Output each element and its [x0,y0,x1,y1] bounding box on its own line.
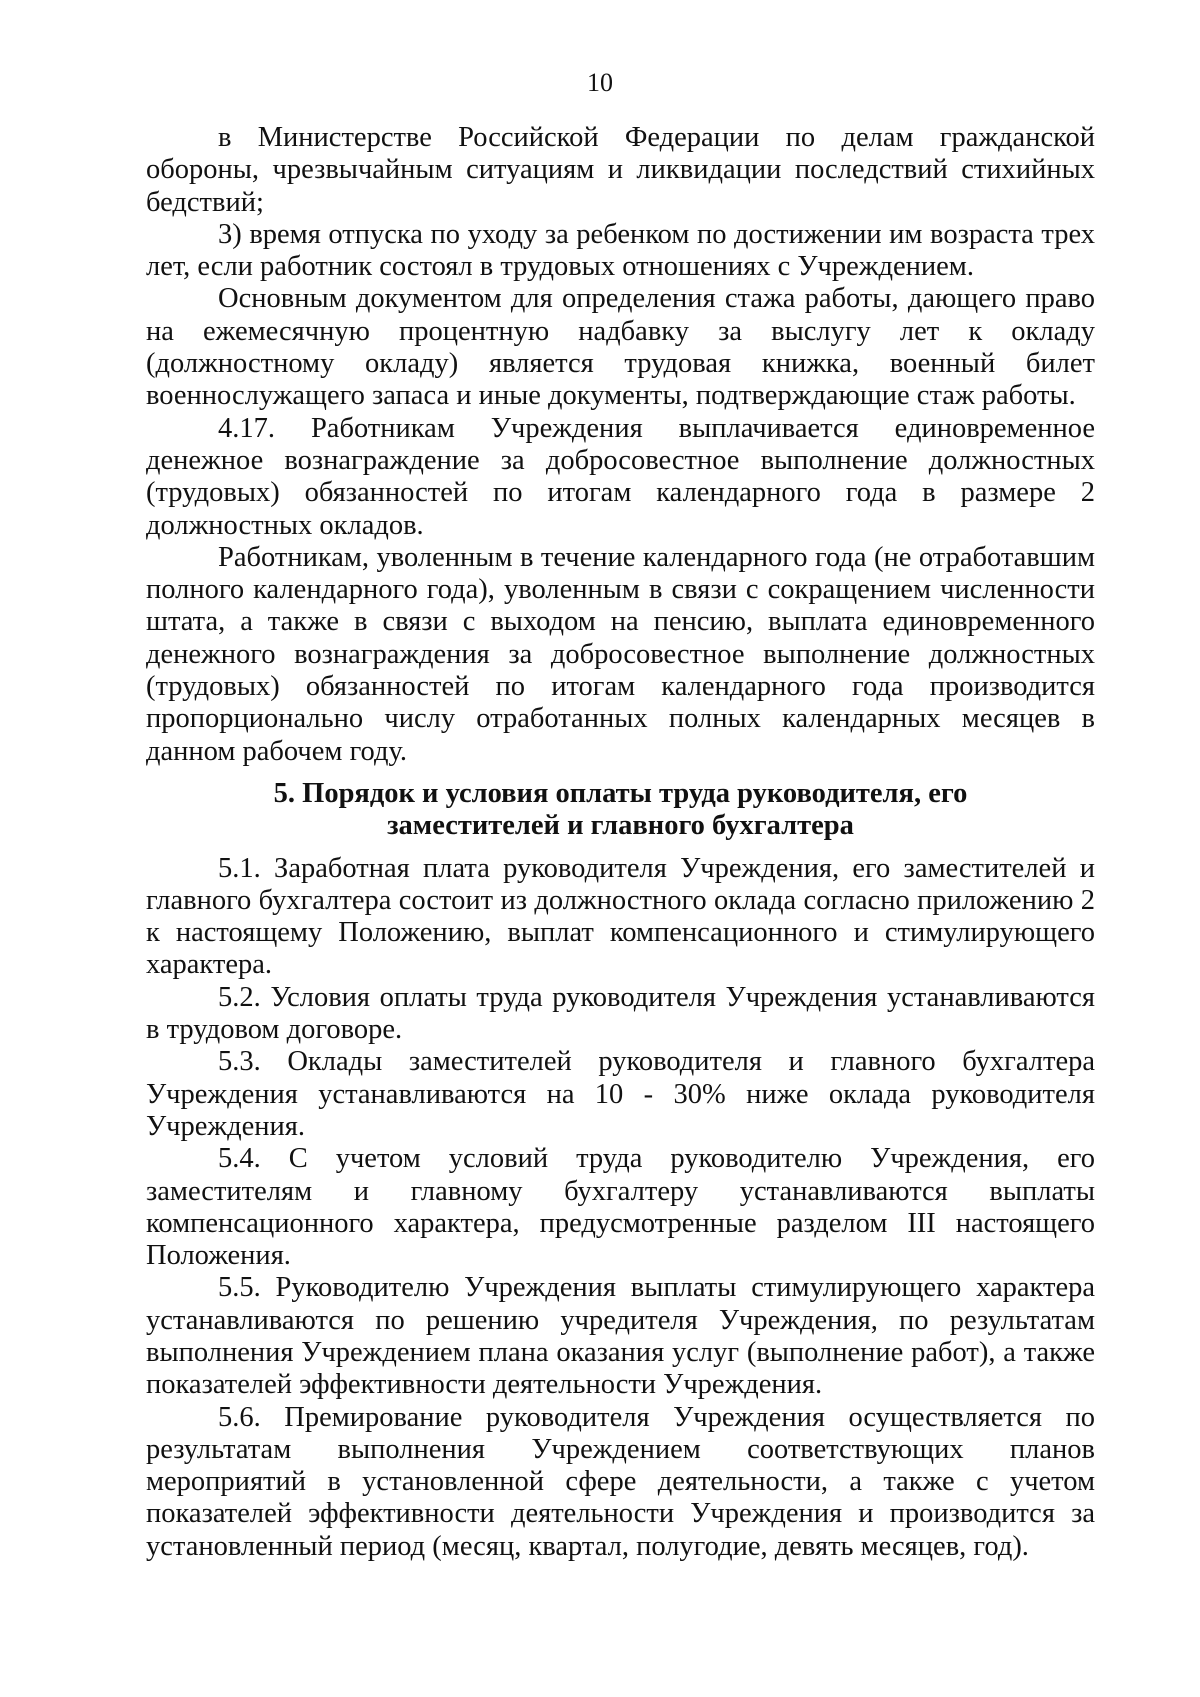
document-body [146,122,1095,1563]
paragraph-5-4: 5.4. С учетом условий труда руководителю Учреждения, его заместителям и главному бухгалтеру устанавливаются выплаты компенсационного характера, предусмотренные разделом III настоящего Положения. [146,1143,1095,1272]
paragraph-5-2: 5.2. Условия оплаты труда руководителя Учреждения устанавливаются в трудовом договоре. [146,981,1095,1046]
paragraph-5-3: 5.3. Оклады заместителей руководителя и главного бухгалтера Учреждения устанавливаются на 10 - 30% ниже оклада руководителя Учреждения. [146,1046,1095,1142]
paragraph-4-17: 4.17. Работникам Учреждения выплачивается единовременное денежное вознаграждение за добросовестное выполнение должностных (трудовых) обязанностей по итогам календарного года в размере 2 должностных окладов. [146,412,1095,541]
section-5-heading-line-1: 5. Порядок и условия оплаты труда руководителя, его [273,777,968,809]
paragraph-civil-defense: в Министерстве Российской Федерации по делам гражданской обороны, чрезвычайным ситуациям и ликвидации последствий стихийных бедствий; [146,122,1095,218]
paragraph-5-6: 5.6. Премирование руководителя Учреждения осуществляется по результатам выполнения Учреждением соответствующих планов мероприятий в установленной сфере деятельности, а также с учетом показателей эффективности деятельности Учреждения и производится за установленный период (месяц, квартал, полугодие, девять месяцев, год). [146,1401,1095,1562]
paragraph-5-1: 5.1. Заработная плата руководителя Учреждения, его заместителей и главного бухгалтера состоит из должностного оклада согласно приложению 2 к настоящему Положению, выплат компенсационного и стимулирующего характера. [146,852,1095,981]
paragraph-parental-leave: 3) время отпуска по уходу за ребенком по достижении им возраста трех лет, если работник состоял в трудовых отношениях с Учреждением. [146,218,1095,283]
section-5-heading-line-2: заместителей и главного бухгалтера [387,810,854,842]
page-number: 10 [587,68,613,97]
section-5-heading [146,778,1095,843]
paragraph-work-record-document: Основным документом для определения стажа работы, дающего право на ежемесячную процентную надбавку за выслугу лет к окладу (должностному окладу) является трудовая книжка, военный билет военнослужащего запаса и иные документы, подтверждающие стаж работы. [146,283,1095,412]
paragraph-5-5: 5.5. Руководителю Учреждения выплаты стимулирующего характера устанавливаются по решению учредителя Учреждения, по результатам выполнения Учреждением плана оказания услуг (выполнение работ), а также показателей эффективности деятельности Учреждения. [146,1272,1095,1401]
paragraph-dismissed-employees: Работникам, уволенным в течение календарного года (не отработавшим полного календарного года), уволенным в связи с сокращением численности штата, а также в связи с выходом на пенсию, выплата единовременного денежного вознаграждения за добросовестное выполнение должностных (трудовых) обязанностей по итогам календарного года производится пропорционально числу отработанных полных календарных месяцев в данном рабочем году. [146,541,1095,767]
